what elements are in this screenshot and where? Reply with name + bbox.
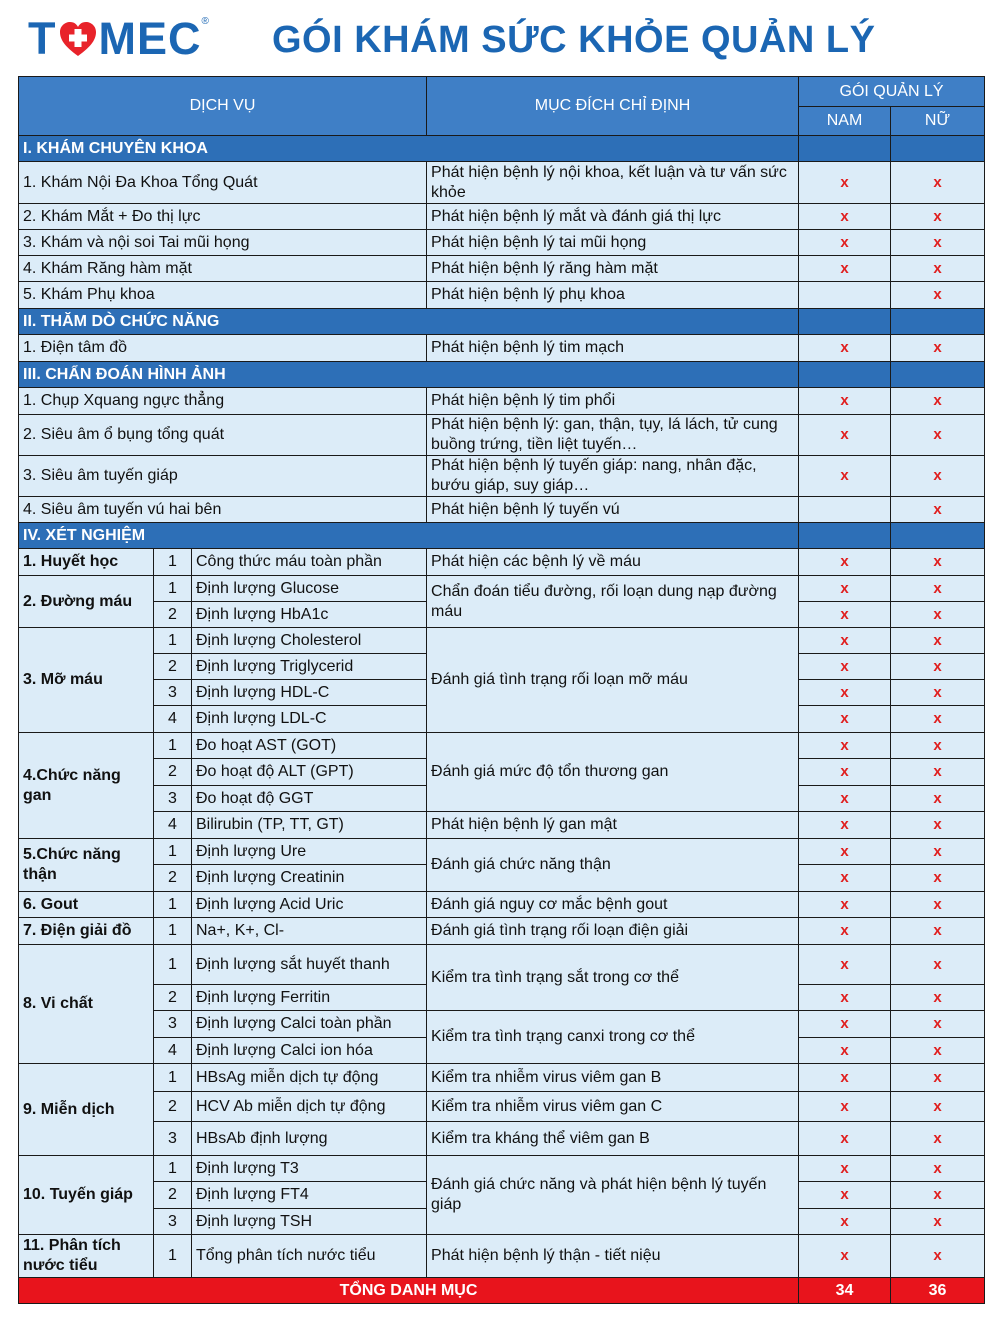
table-row	[19, 628, 985, 654]
section-row	[19, 309, 985, 335]
male-mark: x	[799, 892, 891, 918]
test-number: 4	[154, 812, 192, 839]
purpose-text: Phát hiện bệnh lý tuyến vú	[427, 497, 799, 523]
purpose-text: Phát hiện bệnh lý thận - tiết niệu	[427, 1235, 799, 1278]
female-mark: x	[891, 1092, 985, 1122]
test-number: 1	[154, 918, 192, 945]
test-number: 3	[154, 1209, 192, 1235]
service-name: 2. Khám Mắt + Đo thị lực	[19, 204, 427, 230]
female-mark: x	[891, 839, 985, 865]
test-number: 1	[154, 1156, 192, 1182]
male-mark	[799, 282, 891, 309]
purpose-text: Đánh giá chức năng và phát hiện bệnh lý tuyến giáp	[427, 1156, 799, 1235]
female-mark: x	[891, 549, 985, 576]
female-mark: x	[891, 162, 985, 204]
test-number: 3	[154, 786, 192, 812]
male-mark: x	[799, 985, 891, 1011]
test-group: 7. Điện giải đồ	[19, 918, 154, 945]
test-number: 2	[154, 1092, 192, 1122]
test-number: 1	[154, 892, 192, 918]
test-name: Định lượng FT4	[192, 1182, 427, 1209]
male-mark: x	[799, 602, 891, 628]
male-mark: x	[799, 812, 891, 839]
test-name: Định lượng Creatinin	[192, 865, 427, 892]
male-mark: x	[799, 576, 891, 602]
male-mark: x	[799, 230, 891, 256]
test-name: Định lượng Calci toàn phần	[192, 1011, 427, 1038]
test-number: 4	[154, 706, 192, 733]
test-name: Đo hoạt AST (GOT)	[192, 733, 427, 759]
female-mark: x	[891, 1122, 985, 1156]
purpose-text: Kiểm tra tình trạng canxi trong cơ thể	[427, 1011, 799, 1064]
table-row	[19, 918, 985, 945]
test-number: 1	[154, 576, 192, 602]
table-row	[19, 892, 985, 918]
male-mark: x	[799, 1182, 891, 1209]
header-female: NỮ	[891, 107, 985, 136]
female-mark: x	[891, 497, 985, 523]
test-number: 1	[154, 549, 192, 576]
test-number: 2	[154, 865, 192, 892]
male-mark: x	[799, 1038, 891, 1064]
table-row	[19, 1092, 985, 1122]
table-row	[19, 1011, 985, 1038]
male-mark: x	[799, 456, 891, 497]
female-mark: x	[891, 654, 985, 680]
test-name: Định lượng LDL-C	[192, 706, 427, 733]
female-mark: x	[891, 786, 985, 812]
section-title: IV. XÉT NGHIỆM	[19, 523, 799, 549]
purpose-text: Phát hiện bệnh lý phụ khoa	[427, 282, 799, 309]
female-mark: x	[891, 680, 985, 706]
purpose-text: Phát hiện bệnh lý mắt và đánh giá thị lực	[427, 204, 799, 230]
test-name: Bilirubin (TP, TT, GT)	[192, 812, 427, 839]
purpose-text: Phát hiện bệnh lý tai mũi họng	[427, 230, 799, 256]
female-mark: x	[891, 733, 985, 759]
test-number: 3	[154, 1011, 192, 1038]
service-name: 4. Siêu âm tuyến vú hai bên	[19, 497, 427, 523]
test-name: Định lượng Triglycerid	[192, 654, 427, 680]
male-mark: x	[799, 162, 891, 204]
male-mark: x	[799, 256, 891, 282]
male-mark: x	[799, 335, 891, 362]
female-mark: x	[891, 706, 985, 733]
test-group: 1. Huyết học	[19, 549, 154, 576]
test-number: 4	[154, 1038, 192, 1064]
test-name: HBsAb định lượng	[192, 1122, 427, 1156]
test-name: Công thức máu toàn phần	[192, 549, 427, 576]
header-service: DỊCH VỤ	[19, 77, 427, 136]
male-mark: x	[799, 918, 891, 945]
test-name: Na+, K+, Cl-	[192, 918, 427, 945]
male-mark: x	[799, 415, 891, 456]
female-mark: x	[891, 945, 985, 985]
table-row	[19, 1156, 985, 1182]
purpose-text: Phát hiện các bệnh lý về máu	[427, 549, 799, 576]
service-name: 1. Khám Nội Đa Khoa Tổng Quát	[19, 162, 427, 204]
section-row	[19, 362, 985, 388]
female-mark: x	[891, 335, 985, 362]
logo-letter-t: T	[28, 13, 57, 64]
test-number: 3	[154, 680, 192, 706]
purpose-text: Phát hiện bệnh lý: gan, thận, tụy, lá lách, tử cung buồng trứng, tiền liệt tuyến…	[427, 415, 799, 456]
header-package: GÓI QUẢN LÝ	[799, 77, 985, 107]
male-mark: x	[799, 733, 891, 759]
purpose-text: Đánh giá mức độ tổn thương gan	[427, 733, 799, 812]
male-mark	[799, 497, 891, 523]
female-mark: x	[891, 1235, 985, 1278]
service-name: 1. Chụp Xquang ngực thẳng	[19, 388, 427, 415]
table-row	[19, 256, 985, 282]
service-name: 2. Siêu âm ổ bụng tổng quát	[19, 415, 427, 456]
purpose-text: Phát hiện bệnh lý tim phổi	[427, 388, 799, 415]
table-row	[19, 335, 985, 362]
logo-letters-mec: MEC	[98, 13, 202, 64]
male-mark: x	[799, 654, 891, 680]
test-name: Định lượng Cholesterol	[192, 628, 427, 654]
table-row	[19, 162, 985, 204]
test-number: 2	[154, 1182, 192, 1209]
table-row	[19, 839, 985, 865]
table-row	[19, 204, 985, 230]
male-mark: x	[799, 759, 891, 786]
tomec-logo	[28, 14, 209, 64]
registered-mark: ®	[201, 16, 209, 27]
page-title: GÓI KHÁM SỨC KHỎE QUẢN LÝ	[272, 19, 876, 61]
purpose-text: Phát hiện bệnh lý tuyến giáp: nang, nhân đặc, bướu giáp, suy giáp…	[427, 456, 799, 497]
test-number: 1	[154, 945, 192, 985]
table-row	[19, 812, 985, 839]
test-number: 1	[154, 1235, 192, 1278]
purpose-text: Phát hiện bệnh lý răng hàm mặt	[427, 256, 799, 282]
test-number: 1	[154, 628, 192, 654]
female-mark: x	[891, 1209, 985, 1235]
male-mark: x	[799, 839, 891, 865]
purpose-text: Kiểm tra nhiễm virus viêm gan B	[427, 1064, 799, 1092]
male-mark: x	[799, 1092, 891, 1122]
male-mark: x	[799, 204, 891, 230]
male-mark: x	[799, 1235, 891, 1278]
section-title: I. KHÁM CHUYÊN KHOA	[19, 136, 799, 162]
male-mark: x	[799, 1156, 891, 1182]
male-mark: x	[799, 865, 891, 892]
test-name: Định lượng HDL-C	[192, 680, 427, 706]
male-mark: x	[799, 628, 891, 654]
test-group: 11. Phân tích nước tiểu	[19, 1235, 154, 1278]
heart-cross-icon	[58, 19, 98, 59]
test-group: 2. Đường máu	[19, 576, 154, 628]
male-mark: x	[799, 706, 891, 733]
test-number: 2	[154, 602, 192, 628]
service-name: 5. Khám Phụ khoa	[19, 282, 427, 309]
total-label: TỔNG DANH MỤC	[19, 1278, 799, 1304]
test-number: 1	[154, 839, 192, 865]
test-number: 2	[154, 985, 192, 1011]
service-name: 4. Khám Răng hàm mặt	[19, 256, 427, 282]
test-name: Định lượng sắt huyết thanh	[192, 945, 427, 985]
purpose-text: Đánh giá tình trạng rối loạn mỡ máu	[427, 628, 799, 733]
female-mark: x	[891, 230, 985, 256]
table-row	[19, 549, 985, 576]
purpose-text: Phát hiện bệnh lý nội khoa, kết luận và tư vấn sức khỏe	[427, 162, 799, 204]
male-mark: x	[799, 1011, 891, 1038]
test-group: 6. Gout	[19, 892, 154, 918]
test-name: HCV Ab miễn dịch tự động	[192, 1092, 427, 1122]
test-name: Định lượng Calci ion hóa	[192, 1038, 427, 1064]
test-name: HBsAg miễn dịch tự động	[192, 1064, 427, 1092]
female-mark: x	[891, 602, 985, 628]
table-row	[19, 230, 985, 256]
purpose-text: Phát hiện bệnh lý tim mạch	[427, 335, 799, 362]
test-name: Đo hoạt độ ALT (GPT)	[192, 759, 427, 786]
purpose-text: Đánh giá chức năng thận	[427, 839, 799, 892]
female-mark: x	[891, 1064, 985, 1092]
table-row	[19, 945, 985, 985]
male-mark: x	[799, 1209, 891, 1235]
test-name: Định lượng HbA1c	[192, 602, 427, 628]
male-mark: x	[799, 549, 891, 576]
purpose-text: Kiểm tra kháng thể viêm gan B	[427, 1122, 799, 1156]
table-row	[19, 576, 985, 602]
header-purpose: MỤC ĐÍCH CHỈ ĐỊNH	[427, 77, 799, 136]
section-title: III. CHẨN ĐOÁN HÌNH ẢNH	[19, 362, 799, 388]
female-mark: x	[891, 812, 985, 839]
male-mark: x	[799, 945, 891, 985]
table-row	[19, 497, 985, 523]
service-name: 1. Điện tâm đồ	[19, 335, 427, 362]
test-number: 2	[154, 654, 192, 680]
purpose-text: Đánh giá nguy cơ mắc bệnh gout	[427, 892, 799, 918]
female-mark: x	[891, 985, 985, 1011]
female-mark: x	[891, 415, 985, 456]
table-row	[19, 1064, 985, 1092]
purpose-text: Phát hiện bệnh lý gan mật	[427, 812, 799, 839]
test-group: 5.Chức năng thận	[19, 839, 154, 892]
female-mark: x	[891, 388, 985, 415]
table-row	[19, 733, 985, 759]
female-mark: x	[891, 1038, 985, 1064]
table-row	[19, 1122, 985, 1156]
total-male: 34	[799, 1278, 891, 1304]
test-number: 3	[154, 1122, 192, 1156]
package-table	[18, 76, 985, 1304]
page-header	[0, 0, 1000, 76]
female-mark: x	[891, 1182, 985, 1209]
female-mark: x	[891, 576, 985, 602]
female-mark: x	[891, 628, 985, 654]
purpose-text: Kiểm tra tình trạng sắt trong cơ thể	[427, 945, 799, 1011]
table-row	[19, 388, 985, 415]
female-mark: x	[891, 1156, 985, 1182]
purpose-text: Kiểm tra nhiễm virus viêm gan C	[427, 1092, 799, 1122]
test-group: 8. Vi chất	[19, 945, 154, 1064]
table-row	[19, 282, 985, 309]
test-number: 2	[154, 759, 192, 786]
female-mark: x	[891, 282, 985, 309]
test-group: 3. Mỡ máu	[19, 628, 154, 733]
female-mark: x	[891, 256, 985, 282]
header-male: NAM	[799, 107, 891, 136]
male-mark: x	[799, 388, 891, 415]
female-mark: x	[891, 865, 985, 892]
test-group: 9. Miễn dịch	[19, 1064, 154, 1156]
purpose-text: Chẩn đoán tiểu đường, rối loạn dung nạp đường máu	[427, 576, 799, 628]
test-name: Định lượng Acid Uric	[192, 892, 427, 918]
test-name: Định lượng Ure	[192, 839, 427, 865]
test-name: Định lượng Ferritin	[192, 985, 427, 1011]
test-group: 10. Tuyến giáp	[19, 1156, 154, 1235]
test-name: Định lượng TSH	[192, 1209, 427, 1235]
table-row	[19, 1235, 985, 1278]
male-mark: x	[799, 680, 891, 706]
section-row	[19, 523, 985, 549]
test-name: Định lượng Glucose	[192, 576, 427, 602]
female-mark: x	[891, 456, 985, 497]
male-mark: x	[799, 786, 891, 812]
test-number: 1	[154, 1064, 192, 1092]
table-row	[19, 415, 985, 456]
test-group: 4.Chức năng gan	[19, 733, 154, 839]
table-row	[19, 456, 985, 497]
female-mark: x	[891, 1011, 985, 1038]
service-name: 3. Khám và nội soi Tai mũi họng	[19, 230, 427, 256]
male-mark: x	[799, 1122, 891, 1156]
female-mark: x	[891, 892, 985, 918]
section-row	[19, 136, 985, 162]
total-female: 36	[891, 1278, 985, 1304]
male-mark: x	[799, 1064, 891, 1092]
service-name: 3. Siêu âm tuyến giáp	[19, 456, 427, 497]
section-title: II. THĂM DÒ CHỨC NĂNG	[19, 309, 799, 335]
test-number: 1	[154, 733, 192, 759]
female-mark: x	[891, 204, 985, 230]
purpose-text: Đánh giá tình trạng rối loạn điện giải	[427, 918, 799, 945]
total-row	[19, 1278, 985, 1304]
female-mark: x	[891, 918, 985, 945]
female-mark: x	[891, 759, 985, 786]
test-name: Đo hoạt độ GGT	[192, 786, 427, 812]
test-name: Định lượng T3	[192, 1156, 427, 1182]
test-name: Tổng phân tích nước tiểu	[192, 1235, 427, 1278]
